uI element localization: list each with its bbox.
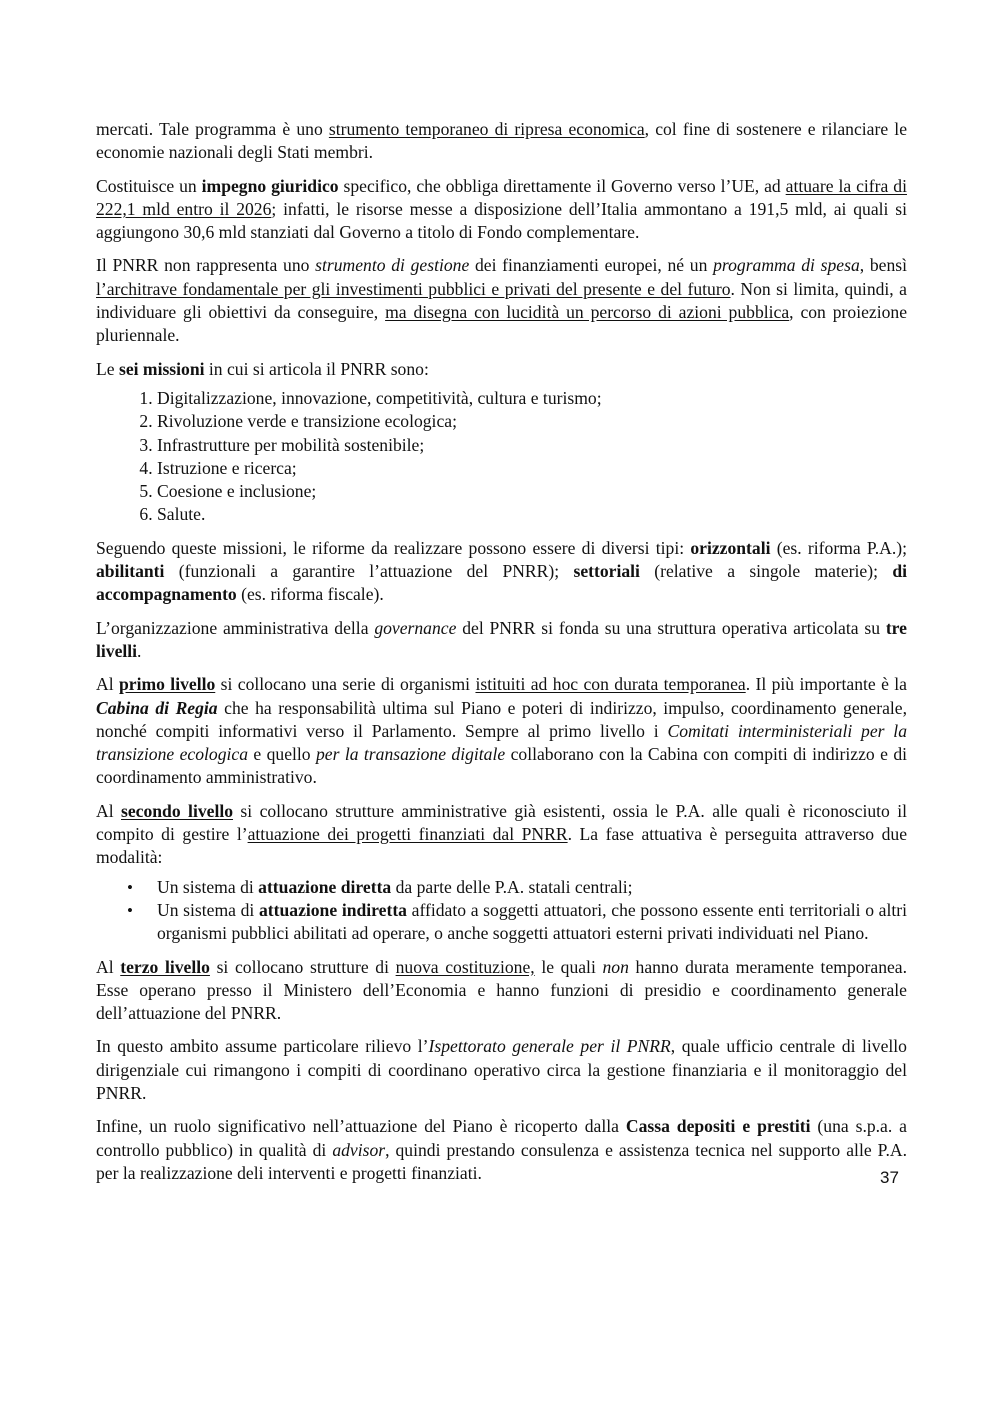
paragraph-pnrr-definition bbox=[96, 254, 907, 347]
paragraph-governance bbox=[96, 617, 907, 664]
document-body bbox=[96, 118, 907, 1195]
italic-text: governance bbox=[374, 617, 457, 638]
text: Costituisce un bbox=[96, 175, 202, 196]
italic-text: non bbox=[602, 956, 629, 977]
text: , bensì bbox=[859, 255, 908, 276]
bold-text: di accompagnamento bbox=[96, 561, 907, 605]
text: ; infatti, le risorse messe a disposizione dell’Italia ammontano a 191,5 mld, ai quali si aggiungono 30,6 mld stanziati dal Governo a titolo di Fondo complementare. bbox=[96, 198, 907, 243]
paragraph-six-missions-intro bbox=[96, 358, 907, 381]
italic-text: Ispettorato generale per il PNRR bbox=[428, 1036, 671, 1057]
text: si collocano strutture di bbox=[209, 956, 396, 977]
list-item: 5. Coesione e inclusione; bbox=[157, 480, 907, 503]
list-item bbox=[157, 876, 907, 899]
list-item: 4. Istruzione e ricerca; bbox=[157, 457, 907, 480]
text: Un sistema di bbox=[157, 899, 259, 920]
italic-text: strumento di gestione bbox=[315, 255, 470, 276]
list-item: 3. Infrastrutture per mobilità sostenibile; bbox=[157, 434, 907, 457]
bold-text: settoriali bbox=[573, 561, 640, 582]
text: Il PNRR non rappresenta uno bbox=[96, 255, 316, 276]
underlined-text: attuare la cifra di 222,1 mld entro il 2026 bbox=[96, 175, 907, 219]
italic-text: per la transazione digitale bbox=[315, 744, 506, 765]
text: (una s.p.a. a controllo pubblico) in qualità di bbox=[96, 1116, 907, 1160]
implementation-modes-list bbox=[96, 876, 907, 946]
paragraph-reform-types bbox=[96, 537, 907, 607]
text: si collocano strutture amministrative già esistenti, ossia le P.A. alle quali è riconosciuto il compito di gestire l’ bbox=[96, 800, 907, 845]
text: specifico, che obbliga direttamente il Governo verso l’UE, ad bbox=[338, 175, 786, 196]
text: le quali bbox=[534, 956, 603, 977]
underlined-text: ma disegna con lucidità un percorso di azioni pubblica bbox=[385, 302, 790, 323]
missions-list bbox=[96, 387, 907, 527]
underlined-text: l’architrave fondamentale per gli investimenti pubblici e privati del presente e del futuro bbox=[96, 278, 731, 299]
text: , col fine di sostenere e rilanciare le economie nazionali degli Stati membri. bbox=[96, 119, 908, 163]
bold-text: impegno giuridico bbox=[201, 175, 339, 196]
paragraph-first-level bbox=[96, 673, 907, 789]
text: L’organizzazione amministrativa della bbox=[96, 617, 375, 638]
text: Un sistema di bbox=[157, 876, 259, 897]
text: (relative a singole materie); bbox=[639, 561, 893, 582]
text: Al bbox=[96, 674, 119, 695]
text: Al bbox=[96, 800, 122, 821]
bold-underlined-text: secondo livello bbox=[121, 800, 234, 821]
bold-text: tre livelli bbox=[96, 617, 907, 661]
text: , quale ufficio centrale di livello dirigenziale cui rimangono i compiti di coordinano operativo circa la gestione finanziaria e il monitoraggio del PNRR. bbox=[96, 1036, 907, 1103]
page-number: 37 bbox=[880, 1168, 899, 1187]
text: mercati. Tale programma è uno bbox=[96, 119, 329, 139]
paragraph-legal-commitment bbox=[96, 175, 907, 245]
text: , con proiezione pluriennale. bbox=[96, 302, 907, 346]
bold-text: attuazione diretta bbox=[258, 876, 392, 897]
text: si collocano una serie di organismi bbox=[215, 674, 476, 695]
text: Le bbox=[96, 358, 119, 379]
text: . Il più importante è la bbox=[745, 674, 907, 695]
text: hanno durata meramente temporanea. Esse operano presso il Ministero dell’Economia e hanno funzioni di presidio e coordinamento generale dell’attuazione del PNRR. bbox=[96, 956, 908, 1024]
text: collaborano con la Cabina con compiti di indirizzo e di coordinamento amministrativo. bbox=[96, 744, 907, 788]
bold-underlined-text: primo livello bbox=[118, 674, 216, 695]
text: Infine, un ruolo significativo nell’attuazione del Piano è ricoperto dalla bbox=[96, 1116, 626, 1137]
paragraph-inspectorate bbox=[96, 1035, 907, 1105]
italic-text: advisor bbox=[332, 1139, 386, 1160]
underlined-text: attuazione dei progetti finanziati dal PNRR bbox=[247, 824, 568, 845]
list-item: 6. Salute. bbox=[157, 503, 907, 526]
paragraph-cassa-depositi bbox=[96, 1115, 907, 1185]
text: del PNRR si fonda su una struttura operativa articolata su bbox=[456, 617, 886, 638]
text: . bbox=[137, 640, 142, 661]
text: (funzionali a garantire l’attuazione del PNRR); bbox=[164, 561, 574, 582]
underlined-text: nuova costituzione, bbox=[395, 956, 535, 977]
text: . La fase attuativa è perseguita attraverso due modalità: bbox=[96, 824, 908, 868]
text: . Non si limita, quindi, a individuare gli obiettivi da conseguire, bbox=[96, 278, 907, 323]
text: dei finanziamenti europei, né un bbox=[469, 255, 714, 276]
text: affidato a soggetti attuatori, che possono essente enti territoriali o altri organismi pubblici abilitati ad operare, o anche soggetti attuatori esterni privati individuati nel Piano. bbox=[157, 899, 907, 944]
text: (es. riforma fiscale). bbox=[236, 584, 384, 605]
bold-text: sei missioni bbox=[118, 358, 205, 379]
list-item: 1. Digitalizzazione, innovazione, competitività, cultura e turismo; bbox=[157, 387, 907, 410]
italic-text: Comitati interministeriali per la transizione ecologica bbox=[96, 720, 907, 765]
text: e quello bbox=[248, 744, 316, 765]
text: da parte delle P.A. statali centrali; bbox=[391, 876, 633, 897]
list-item bbox=[157, 899, 907, 946]
bold-text: attuazione indiretta bbox=[258, 899, 407, 920]
paragraph-third-level bbox=[96, 956, 907, 1026]
text: che ha responsabilità ultima sul Piano e poteri di indirizzo, impulso, coordinamento generale, nonché compiti informativi verso il Parlamento. Sempre al primo livello i bbox=[96, 697, 907, 741]
text: In questo ambito assume particolare rilievo l’ bbox=[96, 1036, 429, 1057]
bold-text: orizzontali bbox=[690, 537, 771, 558]
italic-text: programma di spesa bbox=[713, 255, 860, 276]
list-item: 2. Rivoluzione verde e transizione ecologica; bbox=[157, 410, 907, 433]
paragraph-recovery-instrument bbox=[96, 118, 907, 165]
paragraph-second-level bbox=[96, 800, 907, 870]
text: Seguendo queste missioni, le riforme da realizzare possono essere di diversi tipi: bbox=[96, 537, 691, 558]
bold-text: abilitanti bbox=[96, 561, 165, 582]
text: Al bbox=[96, 956, 121, 977]
bold-underlined-text: terzo livello bbox=[120, 956, 210, 977]
underlined-text: istituiti ad hoc con durata temporanea bbox=[475, 674, 746, 695]
text: (es. riforma P.A.); bbox=[770, 537, 908, 558]
bold-text: Cassa depositi e prestiti bbox=[625, 1116, 811, 1137]
underlined-text: strumento temporaneo di ripresa economica bbox=[328, 119, 645, 139]
text: in cui si articola il PNRR sono: bbox=[204, 358, 429, 379]
bold-italic-text: Cabina di Regia bbox=[96, 697, 218, 718]
text: , quindi prestando consulenza e assistenza tecnica nel supporto alle P.A. per la realizzazione deli interventi e progetti finanziati. bbox=[96, 1139, 907, 1183]
